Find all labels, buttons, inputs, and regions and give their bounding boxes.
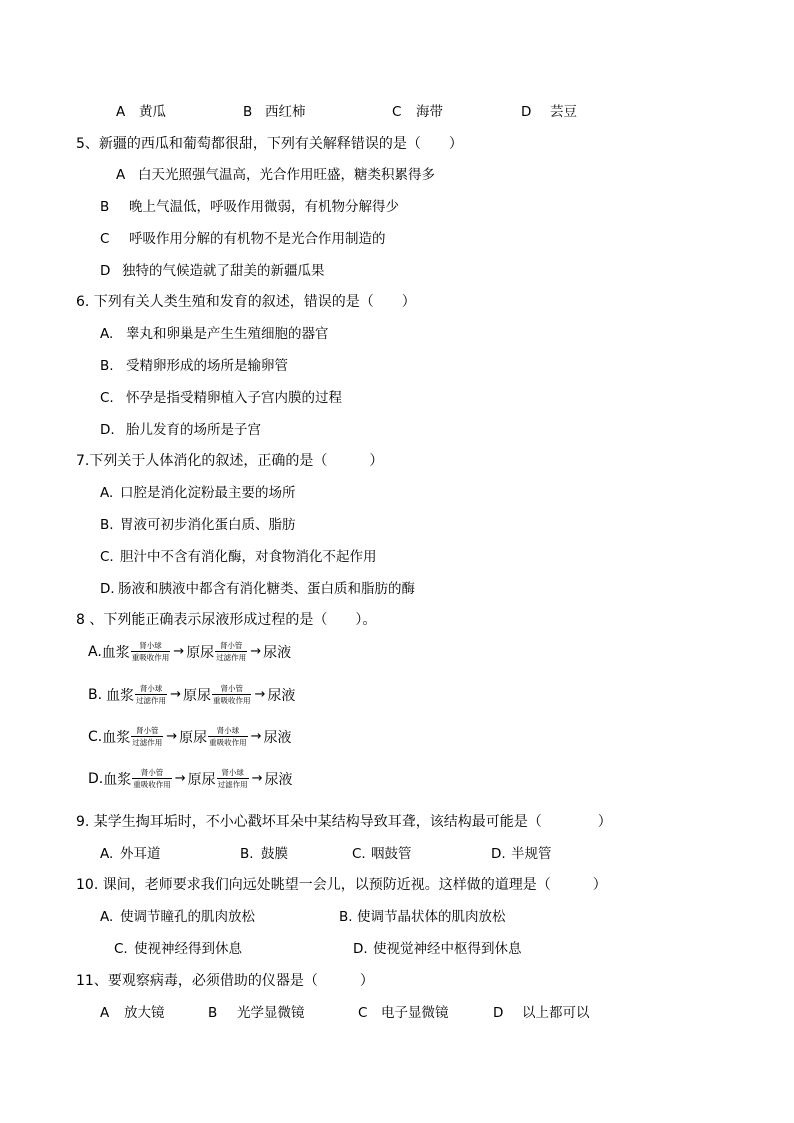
q11-option-b-letter: B [208, 1005, 218, 1021]
q8-stem: 8 、下列能正确表示尿液形成过程的是（ ）。 [76, 612, 377, 628]
q6-option-d-letter: D. [100, 422, 115, 438]
q10-option-c-letter: C. [114, 941, 128, 957]
q11-option-a-text: 放大镜 [124, 1005, 165, 1021]
q8-option-d-filtrate: 原尿 [187, 771, 216, 788]
q8-option-b-step2-bottom: 重吸收作用 [212, 696, 251, 705]
q10-option-a-text: 使调节瞳孔的肌肉放松 [120, 909, 255, 925]
q7-option-d-text: 肠液和胰液中都含有消化糖类、蛋白质和脂肪的酶 [118, 581, 415, 597]
q4-option-c-text: 海带 [416, 104, 443, 120]
q8-option-a-step1 [131, 641, 171, 662]
q8-option-a-urine: 尿液 [263, 644, 292, 661]
q8-option-b-step2 [212, 684, 252, 705]
q5-option-c-letter: C [100, 231, 110, 247]
q9-option-b-text: 鼓膜 [261, 846, 288, 862]
q6-option-a-text: 睾丸和卵巢是产生生殖细胞的器官 [126, 326, 329, 342]
q11-stem: 11、要观察病毒，必须借助的仪器是（ ） [76, 973, 374, 989]
q8-option-c-step2 [208, 726, 248, 747]
q8-option-b [88, 684, 295, 705]
q7-option-a-letter: A. [100, 485, 114, 501]
q8-option-c-step2-bottom: 重吸收作用 [209, 738, 247, 747]
q7-option-b-text: 胃液可初步消化蛋白质、脂肪 [120, 517, 296, 533]
q9-option-a-letter: A. [100, 846, 114, 862]
q10-option-a-letter: A. [100, 909, 114, 925]
q8-option-b-step1-bottom: 过滤作用 [136, 696, 167, 705]
q6-option-b-text: 受精卵形成的场所是输卵管 [126, 358, 288, 374]
arrow-icon: → [170, 687, 181, 702]
q5-option-b-letter: B [100, 199, 110, 215]
q8-option-d-step2-bottom: 过滤作用 [217, 780, 248, 789]
q6-option-b-letter: B. [100, 358, 114, 374]
q8-option-a-step2-bottom: 过滤作用 [216, 653, 247, 662]
q8-option-c-step1-top: 肾小管 [135, 726, 159, 735]
q8-option-b-filtrate: 原尿 [182, 687, 211, 704]
q8-option-d-step1 [132, 768, 172, 789]
q6-option-c-text: 怀孕是指受精卵植入子宫内膜的过程 [126, 390, 342, 406]
arrow-icon: → [250, 729, 262, 744]
q7-stem: 7.下列关于人体消化的叙述，正确的是（ ） [76, 453, 384, 469]
q6-option-a-letter: A. [100, 326, 114, 342]
q7-option-c-letter: C. [100, 549, 114, 565]
q4-option-b-text: 西红柿 [265, 104, 306, 120]
q5-option-b-text: 晚上气温低，呼吸作用微弱，有机物分解得少 [129, 199, 399, 215]
q8-option-a-step1-bottom: 重吸收作用 [131, 653, 170, 662]
q11-option-c-text: 电子显微镜 [381, 1005, 449, 1021]
q8-option-a-plasma: 血浆 [101, 644, 130, 661]
q8-option-a [88, 641, 291, 662]
q6-option-d-text: 胎儿发育的场所是子宫 [126, 422, 261, 438]
q8-option-c [88, 726, 292, 747]
q8-option-d-step2 [217, 768, 249, 789]
q8-option-a-step2 [215, 641, 247, 662]
q8-option-a-step1-top: 肾小球 [139, 641, 162, 650]
q5-option-a-text: 白天光照强气温高，光合作用旺盛，糖类积累得多 [138, 167, 435, 183]
q8-option-c-step2-top: 肾小球 [216, 726, 240, 735]
q8-option-c-step1 [131, 726, 163, 747]
q8-option-c-urine: 尿液 [263, 729, 292, 746]
q10-stem: 10. 课间，老师要求我们向远处眺望一会儿，以预防近视。这样做的道理是（ ） [76, 877, 607, 893]
arrow-icon: → [174, 771, 186, 786]
q8-option-c-letter: C. [88, 728, 103, 745]
q8-option-d-step2-top: 肾小球 [221, 768, 244, 777]
q7-option-b-letter: B. [100, 517, 114, 533]
q7-option-c-text: 胆汁中不含有消化酶，对食物消化不起作用 [120, 549, 377, 565]
q5-option-d-text: 独特的气候造就了甜美的新疆瓜果 [122, 263, 325, 279]
q10-option-d-text: 使视觉神经中枢得到休息 [373, 941, 522, 957]
q9-option-b-letter: B. [240, 846, 254, 862]
q5-option-c-text: 呼吸作用分解的有机物不是光合作用制造的 [129, 231, 386, 247]
q4-option-a-text: 黄瓜 [139, 104, 166, 120]
q5-option-a-letter: A [116, 167, 126, 183]
q9-option-a-text: 外耳道 [120, 846, 161, 862]
q6-option-c-letter: C. [100, 390, 114, 406]
q9-stem: 9. 某学生掏耳垢时，不小心戳坏耳朵中某结构导致耳聋，该结构最可能是（ ） [76, 814, 612, 830]
q10-option-b-letter: B. [339, 909, 353, 925]
arrow-icon: → [173, 644, 185, 659]
q11-option-c-letter: C [358, 1005, 368, 1021]
q8-option-b-letter: B. [88, 686, 103, 703]
q8-option-b-step1-top: 肾小球 [139, 684, 163, 693]
q4-option-d-letter: D [521, 104, 532, 120]
q4-option-c-letter: C [392, 104, 402, 120]
q4-option-a-letter: A [116, 104, 126, 120]
q11-option-d-text: 以上都可以 [522, 1005, 590, 1021]
q5-stem: 5、新疆的西瓜和葡萄都很甜，下列有关解释错误的是（ ） [76, 136, 463, 152]
q11-option-a-letter: A [100, 1005, 110, 1021]
q8-option-d [88, 768, 293, 789]
q6-stem: 6. 下列有关人类生殖和发育的叙述，错误的是（ ） [76, 294, 416, 310]
q8-option-a-letter: A. [88, 643, 102, 660]
q8-option-c-plasma: 血浆 [102, 729, 131, 746]
q4-option-d-text: 芸豆 [550, 104, 577, 120]
q9-option-d-text: 半规管 [511, 846, 552, 862]
q8-option-d-step1-bottom: 重吸收作用 [133, 780, 171, 789]
q7-option-a-text: 口腔是消化淀粉最主要的场所 [120, 485, 296, 501]
arrow-icon: → [254, 687, 266, 702]
q8-option-b-urine: 尿液 [267, 687, 296, 704]
q8-option-d-urine: 尿液 [264, 771, 293, 788]
q5-option-d-letter: D [100, 263, 111, 279]
q11-option-b-text: 光学显微镜 [237, 1005, 305, 1021]
q9-option-d-letter: D. [491, 846, 506, 862]
q10-option-b-text: 使调节晶状体的肌肉放松 [357, 909, 506, 925]
q10-option-d-letter: D. [353, 941, 368, 957]
q8-option-b-plasma: 血浆 [106, 687, 135, 704]
q8-option-d-letter: D. [88, 770, 104, 787]
arrow-icon: → [251, 771, 263, 786]
q4-option-b-letter: B [243, 104, 253, 120]
q10-option-c-text: 使视神经得到休息 [134, 941, 242, 957]
arrow-icon: → [166, 729, 178, 744]
arrow-icon: → [250, 644, 262, 659]
q8-option-a-filtrate: 原尿 [186, 644, 215, 661]
q8-option-b-step1 [135, 684, 167, 705]
q7-option-d-letter: D． [100, 581, 124, 597]
q9-option-c-letter: C. [352, 846, 366, 862]
q8-option-c-step1-bottom: 过滤作用 [132, 738, 163, 747]
q11-option-d-letter: D [493, 1005, 504, 1021]
q8-option-a-step2-top: 肾小管 [219, 641, 243, 650]
q8-option-b-step2-top: 肾小管 [220, 684, 243, 693]
q8-option-d-step1-top: 肾小管 [140, 768, 164, 777]
q8-option-d-plasma: 血浆 [103, 771, 132, 788]
q9-option-c-text: 咽鼓管 [371, 846, 412, 862]
q8-option-c-filtrate: 原尿 [179, 729, 208, 746]
